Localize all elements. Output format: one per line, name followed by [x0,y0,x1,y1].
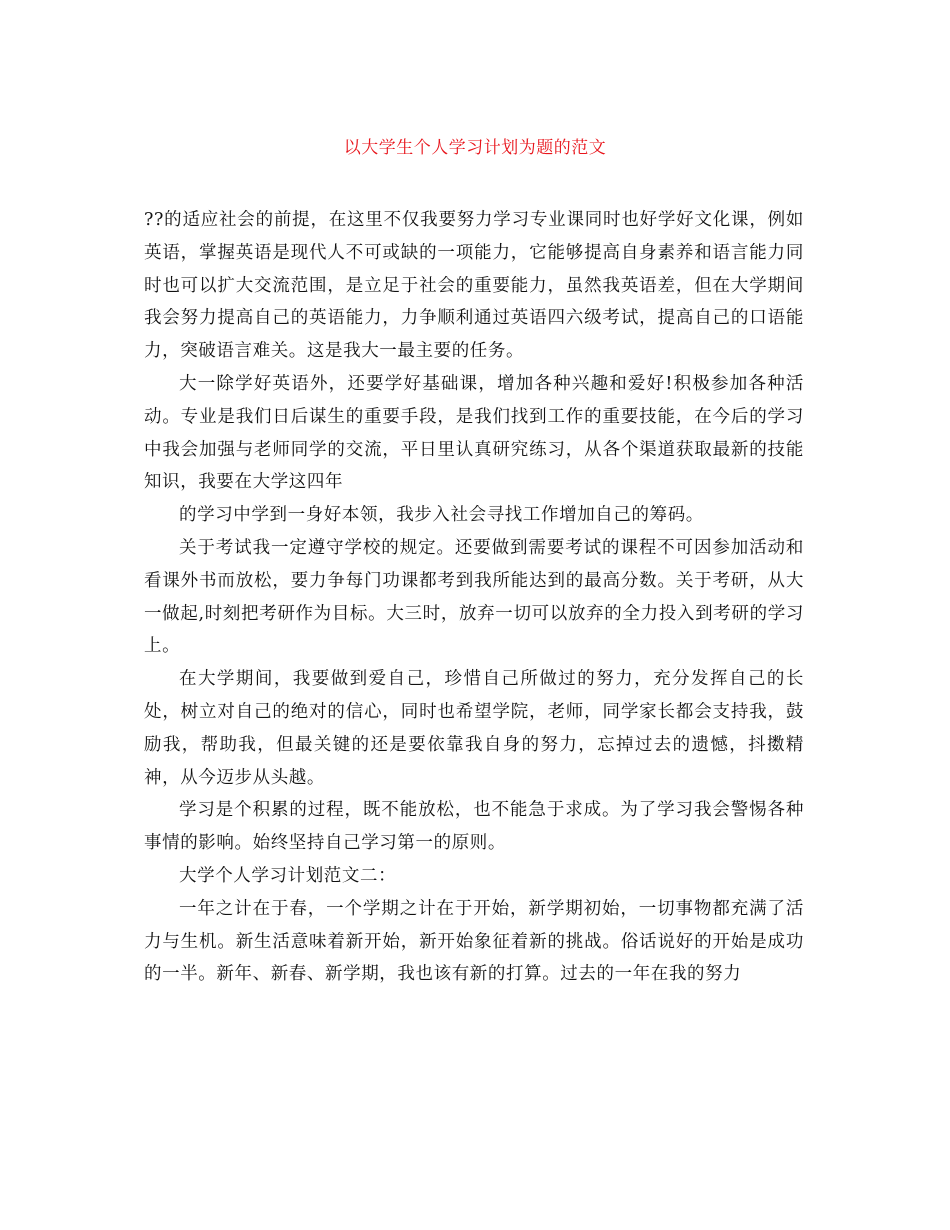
paragraph: 大一除学好英语外，还要学好基础课，增加各种兴趣和爱好!积极参加各种活动。专业是我们日后谋生的重要手段，是我们找到工作的重要技能，在今后的学习中我会加强与老师同学的交流，平日里认真研究练习，从各个渠道获取最新的技能知识，我要在大学这四年 [144,373,804,493]
document-body [144,204,804,991]
paragraph: 的学习中学到一身好本领，我步入社会寻找工作增加自己的筹码。 [179,505,704,526]
paragraph: ??的适应社会的前提，在这里不仅我要努力学习专业课同时也好学好文化课，例如英语，掌握英语是现代人不可或缺的一项能力，它能够提高自身素养和语言能力同时也可以扩大交流范围，是立足于社会的重要能力，虽然我英语差，但在大学期间我会努力提高自己的英语能力，力争顺利通过英语四六级考试，提高自己的口语能力，突破语言难关。这是我大一最主要的任务。 [144,210,804,362]
paragraph: 学习是个积累的过程，既不能放松，也不能急于求成。为了学习我会警惕各种事情的影响。始终坚持自己学习第一的原则。 [144,800,804,854]
paragraph: 大学个人学习计划范文二： [179,865,397,886]
document-title: 以大学生个人学习计划为题的范文 [343,138,607,158]
paragraph: 关于考试我一定遵守学校的规定。还要做到需要考试的课程不可因参加活动和看课外书而放松，要力争每门功课都考到我所能达到的最高分数。关于考研，从大一做起,时刻把考研作为目标。大三时，放弃一切可以放弃的全力投入到考研的学习上。 [144,537,804,657]
paragraph: 一年之计在于春，一个学期之计在于开始，新学期初始，一切事物都充满了活力与生机。新生活意味着新开始，新开始象征着新的挑战。俗话说好的开始是成功的一半。新年、新春、新学期，我也该有新的打算。过去的一年在我的努力 [144,898,804,985]
paragraph: 在大学期间，我要做到爱自己，珍惜自己所做过的努力，充分发挥自己的长处，树立对自己的绝对的信心，同时也希望学院，老师，同学家长都会支持我，鼓励我，帮助我，但最关键的还是要依靠我自身的努力，忘掉过去的遗憾，抖擞精神，从今迈步从头越。 [144,669,804,788]
